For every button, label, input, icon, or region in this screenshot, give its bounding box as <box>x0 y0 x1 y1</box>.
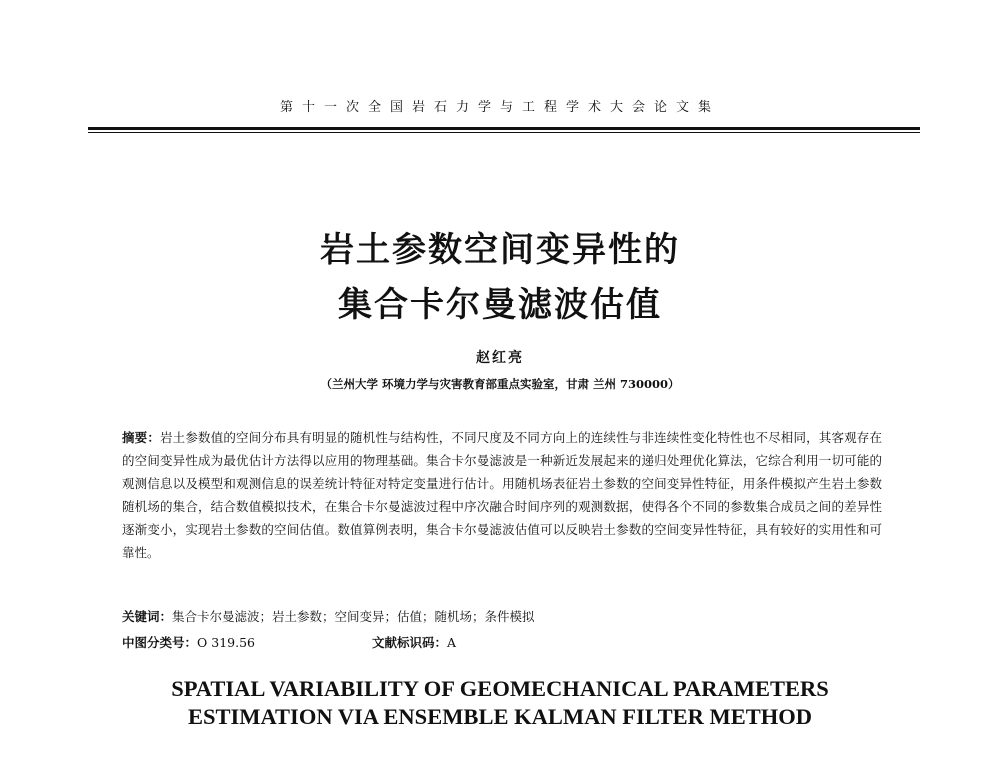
abstract-label: 摘要： <box>122 430 161 445</box>
affiliation: （兰州大学 环境力学与灾害教育部重点实验室，甘肃 兰州 730000） <box>320 377 680 391</box>
english-title-line-1: SPATIAL VARIABILITY OF GEOMECHANICAL PARAMETERS <box>171 676 829 701</box>
keywords-label: 关键词： <box>122 609 173 624</box>
author: 赵红亮 <box>476 350 524 366</box>
header-rule-thin <box>88 132 920 133</box>
english-title-line-2: ESTIMATION VIA ENSEMBLE KALMAN FILTER METHOD <box>187 704 813 729</box>
classification-value: O 319.56 <box>197 635 255 650</box>
abstract <box>122 426 882 564</box>
document-code <box>372 633 456 651</box>
classification-label: 中图分类号： <box>122 635 198 650</box>
proceedings-header: 第十一次全国岩石力学与工程学术大会论文集 <box>279 100 720 115</box>
keywords-text: 集合卡尔曼滤波；岩土参数；空间变异；估值；随机场；条件模拟 <box>172 609 535 624</box>
abstract-text: 岩土参数值的空间分布具有明显的随机性与结构性，不同尺度及不同方向上的连续性与非连续性变化特性也不尽相同，其客观存在的空间变异性成为最优估计方法得以应用的物理基础。集合卡尔曼滤波是一种新近发展起来的递归处理优化算法，它综合利用一切可能的观测信息以及模型和观测信息的误差统计特征对特定变量进行估计。用随机场表征岩土参数的空间变异性特征，用条件模拟产生岩土参数随机场的集合，结合数值模拟技术，在集合卡尔曼滤波过程中序次融合时间序列的观测数据，使得各个不同的参数集合成员之间的差异性逐渐变小，实现岩土参数的空间估值。数值算例表明，集合卡尔曼滤波估值可以反映岩土参数的空间变异性特征，具有较好的实用性和可靠性。 <box>122 430 882 560</box>
classification <box>122 633 255 651</box>
header-rule-thick <box>88 127 920 130</box>
title-line-1: 岩土参数空间变异性的 <box>320 230 680 270</box>
document-code-value: A <box>447 635 457 650</box>
title-line-2: 集合卡尔曼滤波估值 <box>338 285 662 325</box>
document-code-label: 文献标识码： <box>372 635 448 650</box>
keywords <box>122 607 882 625</box>
